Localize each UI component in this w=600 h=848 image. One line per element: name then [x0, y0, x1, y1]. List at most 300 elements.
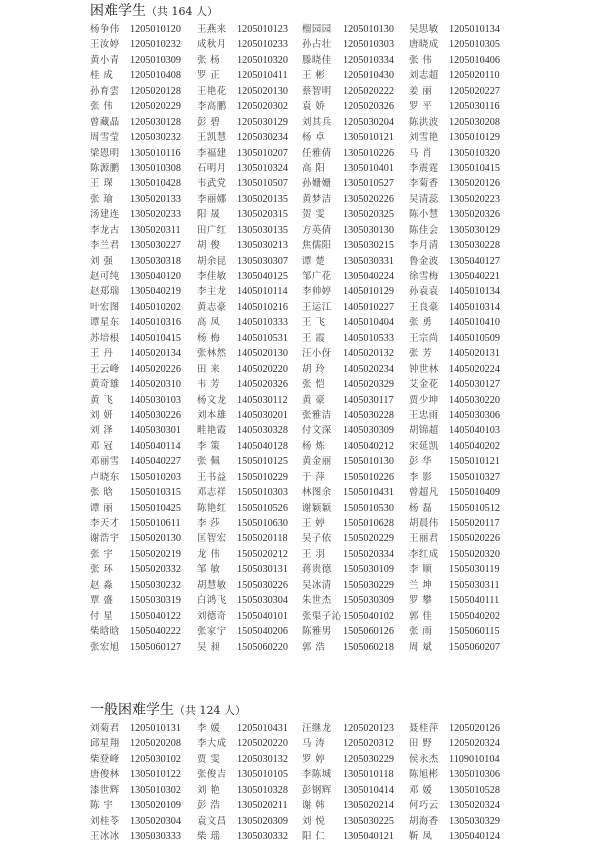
student-name: 李佳敏	[197, 271, 227, 282]
student-name: 黄梦洁	[302, 193, 332, 205]
student-name: 卢晓东	[90, 471, 120, 483]
student-id: 1505020334	[343, 548, 394, 560]
student-name: 马 涛	[302, 738, 326, 750]
student-id: 1505010512	[449, 502, 500, 514]
student-id: 1405040114	[130, 440, 181, 452]
student-name: 王良豪	[409, 301, 439, 313]
student-id: 1305010121	[343, 132, 394, 144]
student-name: 刘 强	[90, 255, 114, 267]
student-row	[90, 130, 560, 145]
student-id: 1305030215	[343, 240, 394, 252]
student-row	[90, 423, 560, 438]
student-name: 罗 平	[409, 101, 433, 113]
student-name: 王艳花	[197, 85, 227, 97]
student-name: 李菊香	[409, 178, 439, 190]
student-id: 1205030116	[449, 101, 500, 113]
student-name: 王 飞	[302, 317, 326, 329]
student-name: 彭钢辉	[302, 784, 332, 796]
student-id: 1305010414	[343, 784, 394, 796]
student-id: 1305010528	[449, 784, 500, 796]
student-id: 1205020222	[343, 85, 394, 97]
student-id: 1505010229	[237, 471, 288, 483]
student-name: 王冰冰	[90, 831, 120, 843]
student-id: 1505040111	[449, 595, 500, 607]
student-name: 钟世林	[409, 363, 439, 375]
student-name: 徐雪梅	[409, 271, 439, 282]
student-name: 张 雨	[409, 626, 433, 638]
student-name: 刘其兵	[302, 116, 332, 128]
student-id: 1205020227	[449, 85, 500, 97]
student-name: 柴 瑶	[197, 831, 221, 843]
student-id: 1505030309	[343, 595, 394, 607]
student-name: 杨 炼	[302, 440, 326, 452]
student-id: 1305030129	[449, 224, 500, 236]
student-name: 张渠子沁	[302, 610, 342, 622]
student-id: 1505010203	[130, 471, 181, 483]
student-name: 王云峰	[90, 363, 120, 375]
student-id: 1405030103	[130, 394, 181, 406]
student-id: 1305010320	[449, 147, 500, 159]
student-name: 龙 伟	[197, 548, 221, 560]
student-name: 高 凤	[197, 317, 221, 329]
student-id: 1405030301	[130, 425, 181, 437]
student-id: 1305010306	[449, 769, 500, 781]
student-name: 李震霆	[409, 162, 439, 174]
student-row	[90, 767, 560, 782]
student-id: 1305020315	[237, 209, 288, 221]
student-name: 贺 雯	[302, 209, 326, 221]
student-id: 1505030232	[130, 579, 181, 591]
student-name: 胡 俊	[197, 240, 221, 252]
student-name: 刘菊君	[90, 723, 120, 734]
student-name: 桂 成	[90, 70, 114, 82]
student-name: 刘 妍	[90, 409, 114, 421]
student-name: 韦 芳	[197, 379, 221, 391]
student-name: 覃 盛	[90, 595, 114, 607]
student-name: 白鸿飞	[197, 595, 227, 607]
student-row	[90, 362, 560, 377]
student-id: 1405020224	[449, 363, 500, 375]
student-id: 1505010431	[343, 487, 394, 499]
student-id: 1505010226	[343, 471, 394, 483]
student-id: 1505060218	[343, 641, 394, 653]
student-id: 1505040102	[343, 610, 394, 622]
student-name: 李高鹏	[197, 101, 227, 113]
section-title	[90, 701, 560, 721]
student-id: 1205020220	[237, 738, 288, 750]
student-id: 1305030213	[237, 240, 288, 252]
student-name: 李陈城	[302, 769, 332, 781]
student-id: 1405020131	[449, 348, 500, 360]
student-name: 于 萍	[302, 471, 326, 483]
student-id: 1205020126	[449, 723, 500, 734]
student-name: 吴清蕊	[409, 193, 439, 205]
student-row	[90, 593, 560, 608]
student-row	[90, 752, 560, 767]
student-name: 李天才	[90, 518, 120, 529]
student-name: 王凯慧	[197, 132, 227, 144]
student-id: 1305010302	[130, 784, 181, 796]
student-id: 1305010507	[237, 178, 288, 190]
student-id: 1205020229	[130, 101, 181, 113]
student-id: 1405040212	[343, 440, 394, 452]
student-row	[90, 393, 560, 408]
student-id: 1505010121	[449, 456, 500, 468]
student-name: 刘德奇	[197, 610, 227, 622]
student-id: 1405020130	[237, 348, 288, 360]
student-id: 1405010533	[343, 332, 394, 344]
student-id: 1405010314	[449, 301, 500, 313]
student-name: 石明月	[197, 162, 227, 174]
student-id: 1505030319	[130, 595, 181, 607]
student-id: 1405010114	[237, 286, 288, 298]
student-name: 赵 淼	[90, 579, 114, 591]
student-id: 1505010630	[237, 518, 288, 529]
student-name: 邓 媛	[409, 784, 433, 796]
student-id: 1505020212	[237, 548, 288, 560]
student-name: 郭 佳	[409, 610, 433, 622]
student-id: 1505020219	[130, 548, 181, 560]
student-name: 汤建连	[90, 209, 120, 221]
student-id: 1505030311	[449, 579, 500, 591]
student-name: 胡锦超	[409, 425, 439, 437]
student-name: 黄小青	[90, 54, 120, 66]
student-name: 王宗尚	[409, 332, 439, 344]
student-id: 1305040219	[130, 286, 181, 298]
student-row	[90, 146, 560, 161]
student-id: 1505040206	[237, 626, 288, 638]
student-id: 1205010233	[237, 39, 288, 51]
student-id: 1305030130	[343, 224, 394, 236]
student-id: 1305030329	[449, 815, 500, 827]
student-name: 汪小伢	[302, 348, 332, 360]
student-name: 谢浩宇	[90, 533, 120, 545]
student-row	[90, 531, 560, 546]
student-name: 孙占壮	[302, 39, 332, 51]
student-id: 1505060127	[130, 641, 181, 653]
student-name: 曾超凡	[409, 487, 439, 499]
student-name: 黄 豪	[302, 394, 326, 406]
student-name: 黄 飞	[90, 394, 114, 406]
student-name: 王 琛	[90, 178, 114, 190]
student-id: 1305040127	[449, 255, 500, 267]
student-id: 1405010134	[449, 286, 500, 298]
student-id: 1405020226	[130, 363, 181, 375]
student-name: 李福建	[197, 147, 227, 159]
student-name: 何巧云	[409, 800, 439, 812]
student-name: 李帅婷	[302, 286, 332, 298]
student-name: 谭 丽	[90, 502, 114, 514]
student-id: 1405030127	[449, 379, 500, 391]
student-id: 1405030306	[449, 409, 500, 421]
student-name: 张林然	[197, 348, 227, 360]
student-id: 1505020229	[343, 533, 394, 545]
student-row	[90, 315, 560, 330]
student-name: 侯永杰	[409, 753, 439, 765]
student-id: 1305030225	[343, 815, 394, 827]
student-id: 1305010226	[343, 147, 394, 159]
student-name: 赵郑瑞	[90, 286, 120, 298]
student-name: 黄志豪	[197, 301, 227, 313]
student-name: 罗 婷	[302, 753, 326, 765]
student-row	[90, 331, 560, 346]
student-id: 1305020226	[343, 193, 394, 205]
student-id: 1305020126	[449, 178, 500, 190]
student-row	[90, 624, 560, 639]
student-name: 贾 雯	[197, 753, 221, 765]
student-id: 1505040202	[449, 610, 500, 622]
student-name: 李主龙	[197, 286, 227, 298]
student-name: 宋延凯	[409, 440, 439, 452]
student-name: 任雅倩	[302, 147, 332, 159]
student-name: 杨 梅	[197, 332, 221, 344]
student-name: 胡海香	[409, 815, 439, 827]
student-name: 吴子依	[302, 533, 332, 545]
student-name: 赵可纯	[90, 271, 120, 282]
student-name: 靳 凤	[409, 831, 433, 843]
student-id: 1505040122	[130, 610, 181, 622]
section-general-difficult-students	[90, 701, 560, 845]
student-name: 邱星翔	[90, 738, 120, 750]
student-id: 1505060207	[449, 641, 500, 653]
student-name: 张宏旭	[90, 641, 120, 653]
student-name: 焦儒阳	[302, 240, 332, 252]
student-name: 张雅洁	[302, 409, 332, 421]
student-id: 1305010105	[237, 769, 288, 781]
student-id: 1405040128	[237, 440, 288, 452]
student-id: 1405020310	[130, 379, 181, 391]
student-id: 1405020220	[237, 363, 288, 375]
student-id: 1305030307	[237, 255, 288, 267]
student-name: 邓 冠	[90, 440, 114, 452]
student-name: 滕晓佳	[302, 54, 332, 66]
student-name: 杨 卓	[302, 132, 326, 144]
student-name: 胡晨伟	[409, 518, 439, 529]
student-id: 1305040120	[130, 271, 181, 282]
student-name: 王运江	[302, 301, 332, 313]
student-name: 刘 泽	[90, 425, 114, 437]
student-name: 李 影	[409, 471, 433, 483]
student-name: 聂桂萍	[409, 723, 439, 734]
student-id: 1505030226	[237, 579, 288, 591]
student-id: 1205010131	[130, 723, 181, 734]
student-id: 1305030135	[237, 224, 288, 236]
student-id: 1205020123	[343, 723, 394, 734]
student-id: 1305010527	[343, 178, 394, 190]
student-name: 姜 丽	[409, 85, 433, 97]
student-id: 1305030227	[130, 240, 181, 252]
student-id: 1405020329	[343, 379, 394, 391]
student-row	[90, 377, 560, 392]
student-name: 彭 华	[409, 456, 433, 468]
student-name: 胡余昆	[197, 255, 227, 267]
student-name: 王 羽	[302, 548, 326, 560]
student-id: 1205010320	[237, 54, 288, 66]
student-id: 1405010333	[237, 317, 288, 329]
student-id: 1205020130	[237, 85, 288, 97]
student-name: 苏培根	[90, 332, 120, 344]
student-row	[90, 736, 560, 751]
student-name: 王 彬	[302, 70, 326, 82]
student-name: 王 霞	[302, 332, 326, 344]
student-name: 付文深	[302, 425, 332, 437]
student-name: 阳 仁	[302, 831, 326, 843]
student-id: 1505010530	[343, 502, 394, 514]
student-id: 1305040221	[449, 271, 500, 282]
student-name: 袁 娇	[302, 101, 326, 113]
student-id: 1205010406	[449, 54, 500, 66]
student-row	[90, 84, 560, 99]
student-id: 1405040202	[449, 440, 500, 452]
student-id: 1205010303	[343, 39, 394, 51]
student-name: 张 环	[90, 564, 114, 576]
student-name: 张俊吉	[197, 769, 227, 781]
student-id: 1205020208	[130, 738, 181, 750]
student-row	[90, 68, 560, 83]
student-id: 1205030204	[343, 116, 394, 128]
student-id: 1505020117	[449, 518, 500, 529]
student-name: 漆世辉	[90, 784, 120, 796]
student-name: 李 媛	[197, 723, 221, 734]
student-name: 张 恺	[302, 379, 326, 391]
student-id: 1305020214	[343, 800, 394, 812]
student-id: 1405030328	[237, 425, 288, 437]
student-id: 1305020324	[449, 800, 500, 812]
student-id: 1305030331	[343, 255, 394, 267]
student-id: 1205030229	[343, 753, 394, 765]
student-row	[90, 640, 560, 655]
student-name: 陈小慧	[409, 209, 439, 221]
student-id: 1205030232	[130, 132, 181, 144]
student-name: 王丽君	[409, 533, 439, 545]
student-name: 张 芳	[409, 348, 433, 360]
student-id: 1205010305	[449, 39, 500, 51]
student-id: 1405020134	[130, 348, 181, 360]
student-name: 韦武党	[197, 178, 227, 190]
student-row	[90, 192, 560, 207]
student-id: 1505010526	[237, 502, 288, 514]
student-id: 1305010129	[449, 132, 500, 144]
student-name: 叶宏图	[90, 301, 120, 313]
student-id: 1205010120	[130, 24, 181, 35]
student-name: 罗 正	[197, 70, 221, 82]
student-id: 1505060220	[237, 641, 288, 653]
student-name: 邓丽雪	[90, 456, 120, 468]
student-name: 陈 宇	[90, 800, 114, 812]
student-row	[90, 223, 560, 238]
student-id: 1405030309	[343, 425, 394, 437]
student-id: 1505020226	[449, 533, 500, 545]
student-id: 1405020132	[343, 348, 394, 360]
student-row	[90, 798, 560, 813]
student-name: 邓志祥	[197, 487, 227, 499]
student-name: 张 伟	[90, 101, 114, 113]
student-row	[90, 254, 560, 269]
student-name: 李丽娜	[197, 193, 227, 205]
student-name: 兰 坤	[409, 579, 433, 591]
student-name: 唐晓成	[409, 39, 439, 51]
student-id: 1405010129	[343, 286, 394, 298]
student-name: 马 肖	[409, 147, 433, 159]
student-id: 1205010130	[343, 24, 394, 35]
student-name: 刘 艳	[197, 784, 221, 796]
student-id: 1305010415	[449, 162, 500, 174]
student-name: 杨文龙	[197, 394, 227, 406]
student-name: 李兰君	[90, 240, 120, 252]
student-id: 1405020326	[237, 379, 288, 391]
student-name: 王汝婷	[90, 39, 120, 51]
student-id: 1405030201	[237, 409, 288, 421]
student-id: 1405010227	[343, 301, 394, 313]
student-row	[90, 516, 560, 531]
student-name: 榴园园	[302, 24, 332, 35]
student-name: 李大成	[197, 738, 227, 750]
student-name: 杨 磊	[409, 502, 433, 514]
student-name: 彭 碧	[197, 116, 221, 128]
student-name: 刘志超	[409, 70, 439, 82]
student-name: 成秋月	[197, 39, 227, 51]
student-name: 谢颖颖	[302, 502, 332, 514]
section-count: （共 164 人）	[146, 5, 218, 18]
student-row	[90, 269, 560, 284]
student-id: 1205010334	[343, 54, 394, 66]
student-name: 陈雅男	[302, 626, 332, 638]
student-name: 柴登峰	[90, 753, 120, 765]
student-id: 1305040125	[237, 271, 288, 282]
student-id: 1405010202	[130, 301, 181, 313]
student-id: 1109010104	[449, 753, 500, 765]
student-id: 1205030132	[237, 753, 288, 765]
student-id: 1505010409	[449, 487, 500, 499]
student-id: 1205030208	[449, 116, 500, 128]
section-title-text: 一般困难学生	[90, 702, 174, 718]
student-row	[90, 829, 560, 844]
student-id: 1405010531	[237, 332, 288, 344]
student-id: 1405030220	[449, 394, 500, 406]
student-id: 1305030332	[237, 831, 288, 843]
student-name: 刘雪艳	[409, 132, 439, 144]
student-id: 1205030234	[237, 132, 288, 144]
student-id: 1205020312	[343, 738, 394, 750]
student-id: 1405010216	[237, 301, 288, 313]
student-id: 1305030318	[130, 255, 181, 267]
student-row	[90, 562, 560, 577]
student-row	[90, 37, 560, 52]
student-name: 曾藏晶	[90, 116, 120, 128]
student-id: 1305020223	[449, 193, 500, 205]
student-name: 王燕来	[197, 24, 227, 35]
student-name: 陈艳红	[197, 502, 227, 514]
student-row	[90, 238, 560, 253]
student-name: 吴思敏	[409, 24, 439, 35]
student-name: 王忠雨	[409, 409, 439, 421]
student-name: 林图余	[302, 487, 332, 499]
student-name: 谭星东	[90, 317, 120, 329]
student-id: 1305020211	[237, 800, 288, 812]
student-name: 匡智宏	[197, 533, 227, 545]
student-id: 1205010430	[343, 70, 394, 82]
student-id: 1305040124	[449, 831, 500, 843]
student-id: 1305020133	[130, 193, 181, 205]
student-row	[90, 115, 560, 130]
student-id: 1505040101	[237, 610, 288, 622]
student-name: 黄奇雄	[90, 379, 120, 391]
student-name: 贾少坤	[409, 394, 439, 406]
student-id: 1305010116	[130, 147, 181, 159]
student-name: 邹广花	[302, 271, 332, 282]
section-title-text: 困难学生	[90, 3, 146, 19]
student-id: 1505060126	[343, 626, 394, 638]
